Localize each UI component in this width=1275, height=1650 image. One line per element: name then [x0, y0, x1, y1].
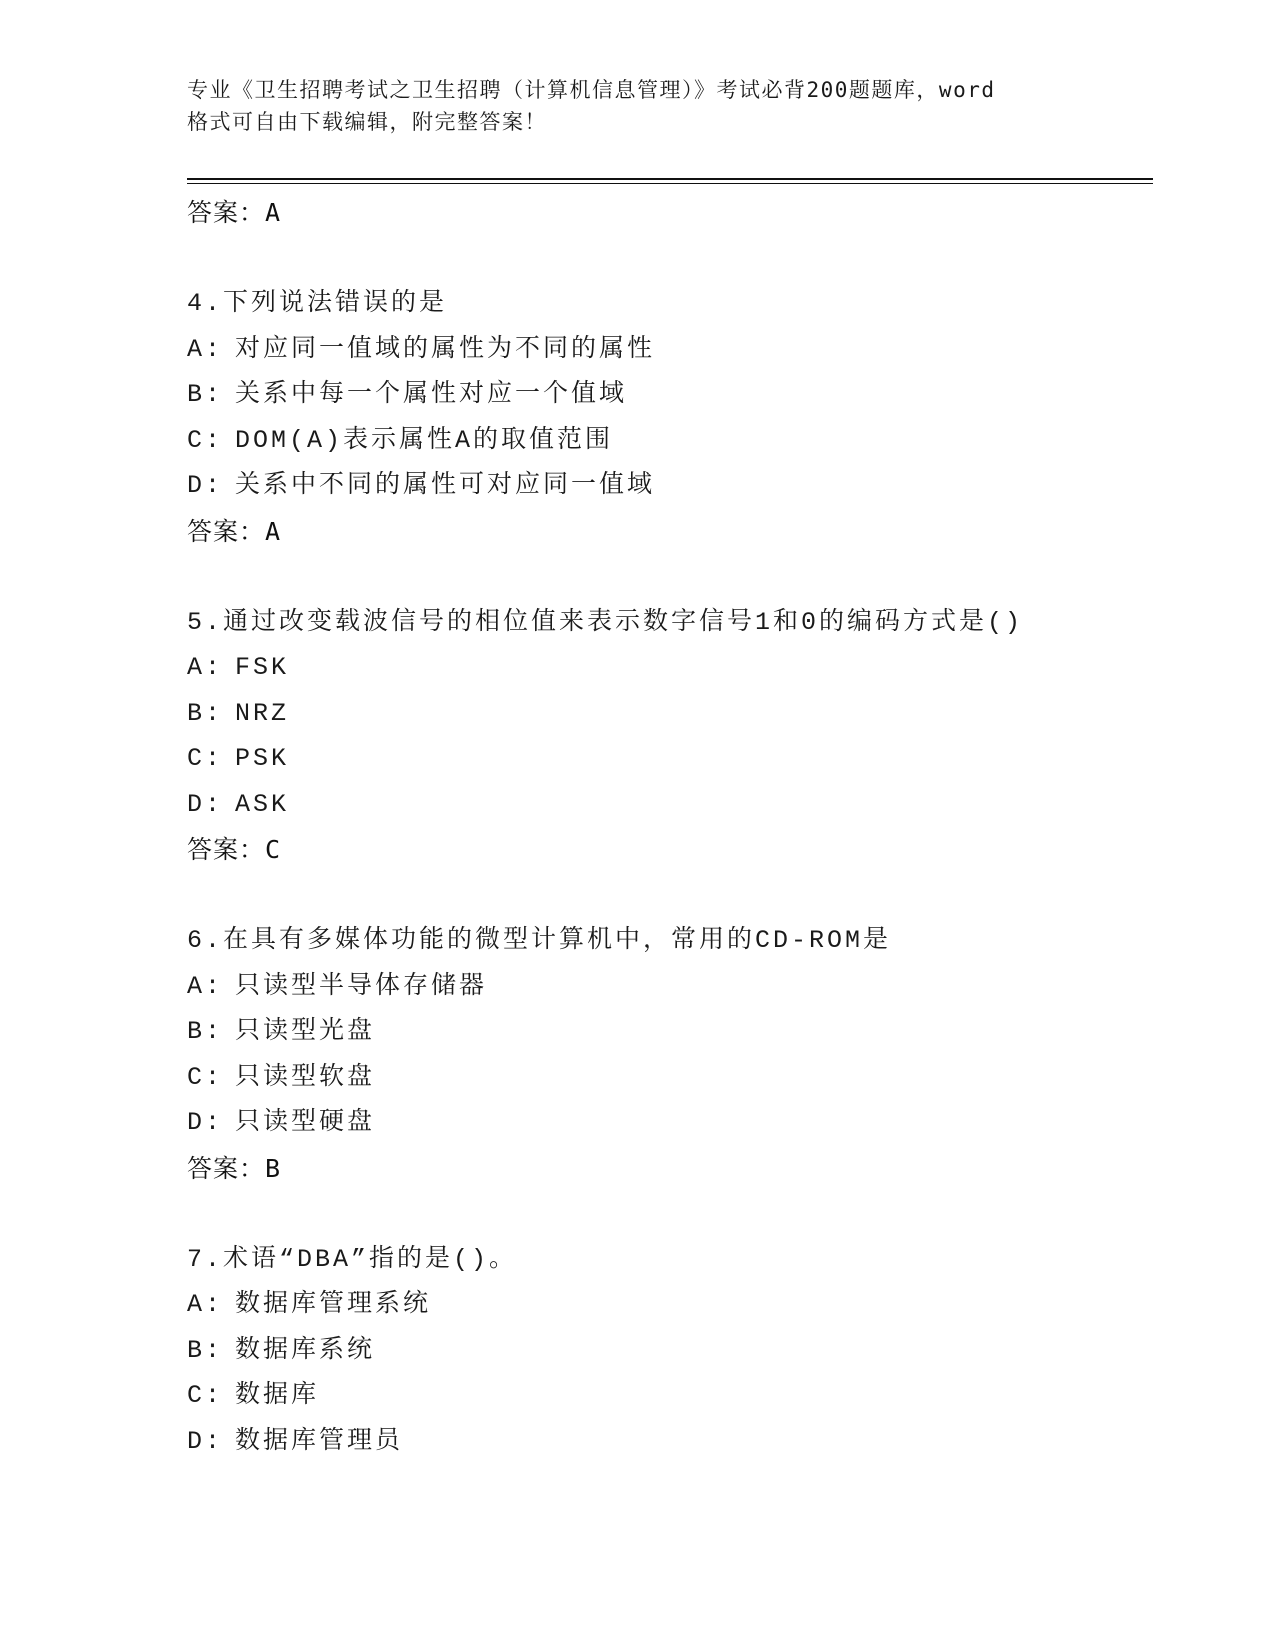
option-d [187, 782, 1153, 828]
option-text: 数据库管理员 [235, 1426, 404, 1456]
option-letter: B: [187, 1335, 224, 1365]
answer-line: 答案：A [187, 198, 282, 227]
header-divider-thick [187, 178, 1153, 180]
option-letter: B: [187, 380, 224, 409]
option-b [187, 691, 1153, 737]
option-letter: C: [187, 425, 224, 455]
option-letter: D: [187, 789, 224, 819]
option-letter: C: [187, 1381, 224, 1410]
answer-line: 答案：B [187, 1153, 282, 1183]
option-text: 数据库 [235, 1381, 320, 1410]
option-d [187, 463, 1153, 509]
option-letter: B: [187, 698, 224, 728]
question-stem: 5.通过改变载波信号的相位值来表示数字信号1和0的编码方式是() [187, 607, 1024, 637]
option-letter: D: [187, 471, 224, 500]
question-5 [187, 600, 1153, 874]
option-text: 关系中不同的属性可对应同一值域 [235, 471, 656, 500]
option-text: DOM(A)表示属性A的取值范围 [235, 425, 614, 455]
option-letter: C: [187, 744, 224, 773]
question-6 [187, 918, 1153, 1192]
answer-line: 答案：A [187, 516, 282, 546]
option-text: FSK [235, 653, 290, 682]
header-line-2: 格式可自由下载编辑，附完整答案！ [187, 110, 547, 134]
option-letter: D: [187, 1426, 224, 1456]
option-b [187, 372, 1153, 418]
option-a [187, 964, 1153, 1010]
option-c [187, 418, 1153, 464]
option-d [187, 1419, 1153, 1465]
option-text: NRZ [235, 698, 290, 728]
option-text: ASK [235, 789, 290, 819]
option-letter: A: [187, 971, 224, 1001]
option-letter: A: [187, 334, 224, 364]
option-letter: A: [187, 653, 224, 682]
question-7 [187, 1237, 1153, 1465]
header-line-1: 专业《卫生招聘考试之卫生招聘（计算机信息管理）》考试必背200题题库，word [187, 78, 996, 102]
option-b [187, 1009, 1153, 1055]
option-text: 对应同一值域的属性为不同的属性 [235, 334, 656, 364]
option-c [187, 1055, 1153, 1101]
question-stem: 7.术语“DBA”指的是()。 [187, 1244, 518, 1274]
option-text: 只读型硬盘 [235, 1108, 376, 1137]
option-text: PSK [235, 744, 290, 773]
spacer [187, 873, 1153, 918]
option-c [187, 736, 1153, 782]
option-letter: D: [187, 1108, 224, 1137]
question-stem: 6.在具有多媒体功能的微型计算机中，常用的CD-ROM是 [187, 926, 892, 955]
option-letter: B: [187, 1017, 224, 1046]
spacer [187, 555, 1153, 600]
document-body [187, 190, 1153, 1464]
option-text: 只读型光盘 [235, 1017, 376, 1046]
spacer [187, 236, 1153, 281]
option-letter: C: [187, 1062, 224, 1092]
spacer [187, 1192, 1153, 1237]
option-text: 关系中每一个属性对应一个值域 [235, 380, 628, 409]
question-stem: 4.下列说法错误的是 [187, 289, 448, 318]
option-a [187, 327, 1153, 373]
answer-line: 答案：C [187, 835, 282, 864]
option-c [187, 1373, 1153, 1419]
option-a [187, 1282, 1153, 1328]
option-text: 只读型半导体存储器 [235, 971, 488, 1001]
question-4 [187, 281, 1153, 555]
option-text: 数据库管理系统 [235, 1290, 432, 1319]
header-divider-thin [187, 183, 1153, 184]
option-d [187, 1100, 1153, 1146]
option-b [187, 1328, 1153, 1374]
option-a [187, 645, 1153, 691]
option-text: 只读型软盘 [235, 1062, 376, 1092]
option-text: 数据库系统 [235, 1335, 376, 1365]
option-letter: A: [187, 1290, 224, 1319]
document-header [187, 74, 1087, 138]
